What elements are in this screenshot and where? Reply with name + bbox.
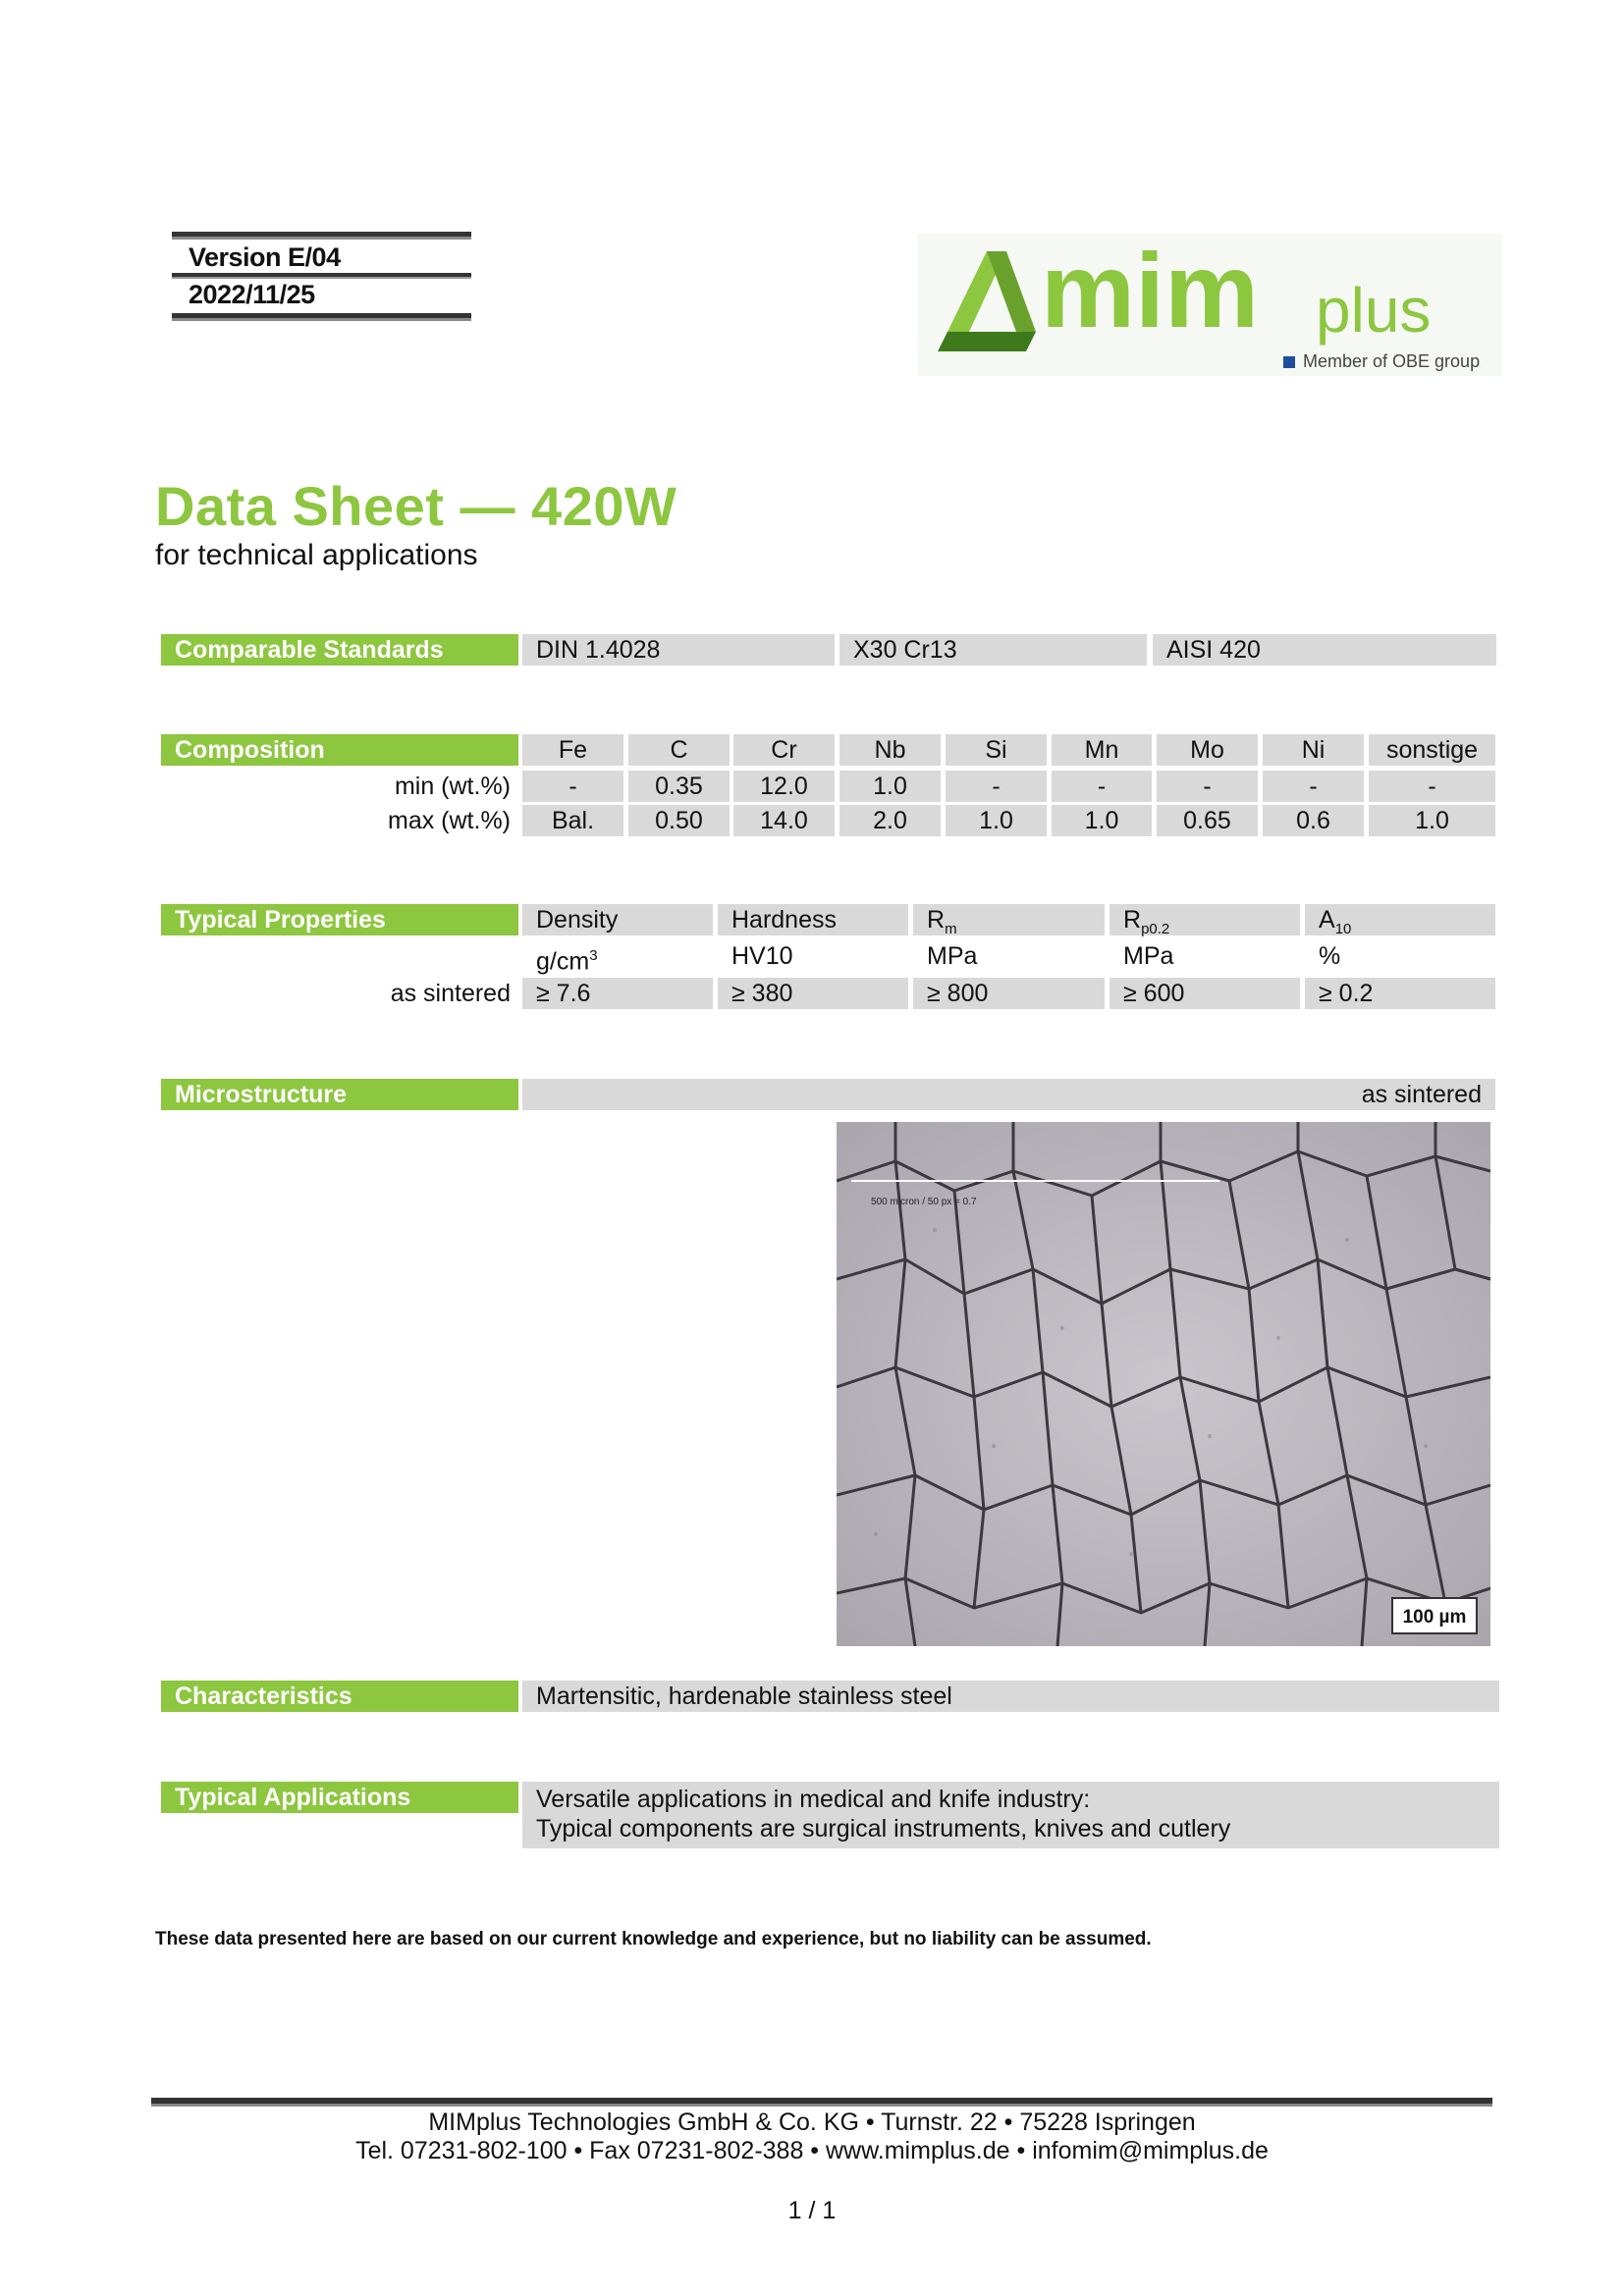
composition-min-mn: - [1052, 771, 1152, 802]
composition-min-c: 0.35 [628, 771, 730, 802]
applications-line-2: Typical components are surgical instruments, knives and cutlery [536, 1815, 1231, 1842]
composition-max-mn: 1.0 [1052, 805, 1152, 836]
composition-max-ni: 0.6 [1263, 805, 1364, 836]
applications-label: Typical Applications [161, 1782, 518, 1813]
composition-max-sonstige: 1.0 [1369, 805, 1495, 836]
composition-element-fe: Fe [522, 734, 623, 766]
prop-rp-sub: p0.2 [1141, 921, 1170, 937]
composition-min-mo: - [1157, 771, 1258, 802]
page-title: Data Sheet — 420W [155, 475, 677, 537]
prop-a-sub: 10 [1334, 921, 1352, 937]
prop-rm-unit: MPa [927, 942, 978, 970]
composition-max-si: 1.0 [946, 805, 1047, 836]
company-logo [918, 234, 1502, 376]
characteristics-label: Characteristics [161, 1681, 518, 1712]
composition-element-si: Si [946, 734, 1047, 766]
composition-label: Composition [161, 734, 518, 766]
prop-rp-name [1110, 904, 1300, 935]
version-date: 2022/11/25 [189, 280, 315, 309]
composition-max-fe: Bal. [522, 805, 623, 836]
logo-graphic [918, 234, 1502, 376]
properties-label: Typical Properties [161, 904, 518, 935]
prop-rp-value: ≥ 600 [1110, 978, 1300, 1009]
footer-contact: Tel. 07231-802-100 • Fax 07231-802-388 • www.mimplus.de • infomim@mimplus.de [355, 2137, 1269, 2164]
composition-element-c: C [628, 734, 730, 766]
microstructure-label: Microstructure [161, 1079, 518, 1110]
composition-element-mo: Mo [1157, 734, 1258, 766]
prop-a-value: ≥ 0.2 [1305, 978, 1495, 1009]
composition-min-sonstige: - [1369, 771, 1495, 802]
composition-min-label: min (wt.%) [394, 773, 511, 800]
prop-rp-unit: MPa [1123, 942, 1174, 970]
logo-member-text: Member of OBE group [1303, 351, 1481, 371]
version-bottom-rule [172, 313, 471, 318]
page-number: 1 / 1 [787, 2197, 837, 2224]
prop-density-value: ≥ 7.6 [522, 978, 713, 1009]
density-unit-base: g/cm [536, 947, 590, 976]
prop-density-unit [522, 940, 598, 976]
prop-hardness-unit: HV10 [731, 942, 793, 970]
composition-max-nb: 2.0 [839, 805, 941, 836]
prop-a-unit: % [1319, 942, 1341, 970]
microstructure-image [837, 1122, 1490, 1646]
version-mid-rule [172, 273, 471, 277]
composition-element-nb: Nb [839, 734, 941, 766]
prop-rm-sub: m [945, 921, 957, 937]
standard-aisi: AISI 420 [1153, 634, 1496, 666]
prop-rp-symbol: R [1123, 906, 1142, 934]
composition-min-nb: 1.0 [839, 771, 941, 802]
applications-text [522, 1782, 1499, 1848]
composition-min-si: - [946, 771, 1047, 802]
composition-element-sonstige: sonstige [1369, 734, 1495, 766]
composition-element-cr: Cr [733, 734, 835, 766]
footer-rule [151, 2098, 1492, 2104]
micrograph-caption: 500 micron / 50 px = 0.7 [871, 1197, 977, 1207]
standard-din: DIN 1.4028 [522, 634, 835, 666]
obe-square-icon [1283, 356, 1295, 368]
composition-max-label: max (wt.%) [388, 807, 511, 834]
logo-wordmark: mim [1041, 234, 1260, 349]
microstructure-state: as sintered [522, 1079, 1495, 1110]
micrograph-graphic [837, 1122, 1490, 1646]
composition-min-cr: 12.0 [733, 771, 835, 802]
prop-a-name [1305, 904, 1495, 935]
version-top-rule [172, 232, 471, 237]
composition-min-fe: - [522, 771, 623, 802]
prop-a-symbol: A [1319, 906, 1335, 934]
prop-rm-value: ≥ 800 [913, 978, 1105, 1009]
composition-max-cr: 14.0 [733, 805, 835, 836]
prop-hardness-name [718, 904, 908, 935]
properties-row-label: as sintered [390, 980, 511, 1007]
composition-max-c: 0.50 [628, 805, 730, 836]
standard-en: X30 Cr13 [839, 634, 1147, 666]
composition-max-mo: 0.65 [1157, 805, 1258, 836]
composition-element-ni: Ni [1263, 734, 1364, 766]
applications-line-1: Versatile applications in medical and knife industry: [536, 1786, 1091, 1813]
scale-bar-label: 100 µm [1402, 1607, 1467, 1628]
composition-min-ni: - [1263, 771, 1364, 802]
prop-density-name-text: Density [536, 906, 619, 934]
prop-rm-symbol: R [927, 906, 946, 934]
characteristics-text: Martensitic, hardenable stainless steel [522, 1681, 1499, 1712]
composition-element-mn: Mn [1052, 734, 1152, 766]
prop-density-name [522, 904, 713, 935]
prop-rm-name [913, 904, 1105, 935]
density-unit-sup: 3 [589, 947, 598, 964]
prop-hardness-name-text: Hardness [731, 906, 837, 934]
footer-address: MIMplus Technologies GmbH & Co. KG • Turnstr. 22 • 75228 Ispringen [428, 2109, 1196, 2136]
page-subtitle: for technical applications [155, 539, 478, 571]
liability-note: These data presented here are based on our current knowledge and experience, but no liability can be assumed. [155, 1929, 1152, 1949]
standards-label: Comparable Standards [161, 634, 518, 666]
version-box [172, 232, 471, 324]
prop-hardness-value: ≥ 380 [718, 978, 908, 1009]
logo-wordmark-plus: plus [1316, 275, 1432, 346]
version-label: Version E/04 [189, 242, 341, 272]
